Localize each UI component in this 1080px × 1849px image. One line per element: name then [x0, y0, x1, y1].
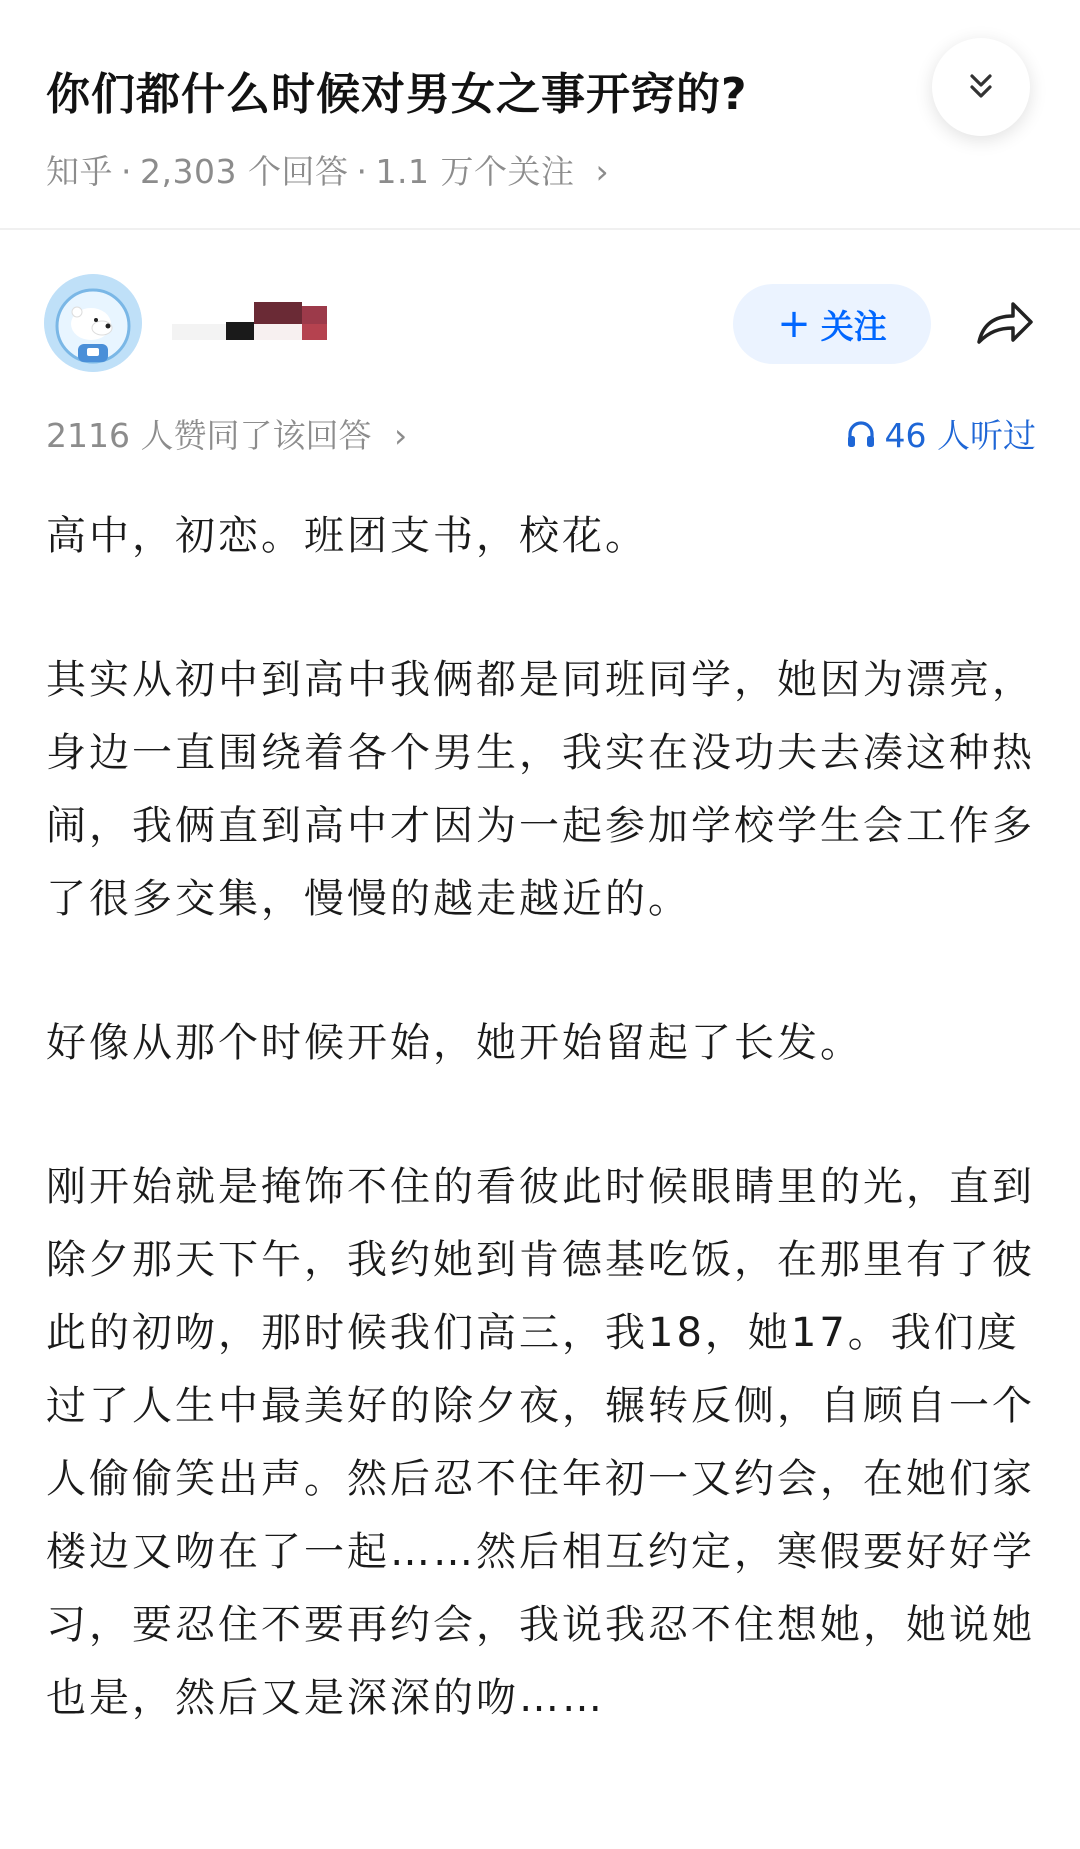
plus-icon: + — [777, 301, 811, 347]
vote-count-text: 2116 人赞同了该回答 — [46, 416, 372, 455]
meta-dot: · — [121, 152, 132, 191]
meta-dot: · — [356, 152, 368, 191]
follow-button[interactable] — [733, 284, 931, 364]
vote-summary[interactable] — [46, 410, 407, 457]
author-row — [0, 258, 1080, 388]
meta-chevron-icon: › — [595, 152, 610, 191]
listen-count-text: 46 人听过 — [884, 416, 1036, 455]
header-divider — [0, 228, 1080, 230]
answer-paragraph: 其实从初中到高中我俩都是同班同学，她因为漂亮，身边一直围绕着各个男生，我实在没功夫去凑这种热闹，我俩直到高中才因为一起参加学校学生会工作多了很多交集，慢慢的越走越近的。 — [46, 657, 1035, 922]
answer-content — [46, 500, 1041, 1806]
listen-count[interactable] — [845, 410, 1036, 457]
answer-paragraph: 好像从那个时候开始，她开始留起了长发。 — [46, 1020, 863, 1066]
redacted-name-block — [172, 302, 327, 350]
share-button[interactable] — [973, 294, 1037, 354]
collapse-button[interactable] — [932, 38, 1030, 136]
headphones-icon — [845, 418, 877, 450]
polar-bear-astronaut-avatar — [44, 274, 142, 372]
source-label: 知乎 — [46, 152, 113, 191]
follow-count: 1.1 万个关注 — [375, 152, 575, 191]
follow-label: 关注 — [820, 306, 887, 346]
answer-paragraph: 高中，初恋。班团支书，校花。 — [46, 513, 648, 559]
question-header — [0, 0, 1080, 228]
author-name-redacted[interactable] — [172, 302, 327, 350]
chevron-double-down-icon — [964, 70, 998, 104]
answer-stats — [46, 410, 1036, 460]
answers-count: 2,303 个回答 — [140, 152, 349, 191]
question-meta[interactable] — [46, 146, 609, 193]
answer-paragraph: 刚开始就是掩饰不住的看彼此时候眼睛里的光，直到除夕那天下午，我约她到肯德基吃饭，在那里有了彼此的初吻，那时候我们高三，我18，她17。我们度过了人生中最美好的除夕夜，辗转反侧，自顾自一个人偷偷笑出声。然后忍不住年初一又约会，在她们家楼边又吻在了一起……然后相互约定，寒假要好好学习，要忍住不要再约会，我说我忍不住想她，她说她也是，然后又是深深的吻…… — [46, 1164, 1035, 1721]
question-title[interactable]: 你们都什么时候对男女之事开窍的? — [46, 69, 748, 120]
vote-chevron-icon: › — [393, 416, 408, 455]
avatar[interactable] — [44, 274, 142, 372]
share-arrow-icon — [973, 294, 1037, 354]
